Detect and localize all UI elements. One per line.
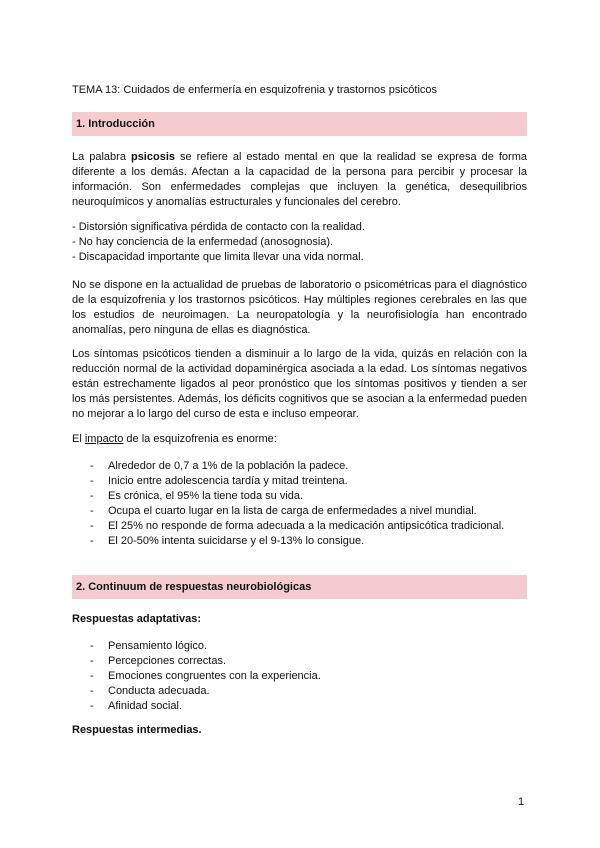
list-item-text: El 25% no responde de forma adecuada a la medicación antipsicótica tradicional. bbox=[108, 520, 505, 532]
section-heading-introduccion: 1. Introducción bbox=[72, 112, 527, 136]
list-marker: - bbox=[90, 700, 94, 712]
list-item-text: El 20-50% intenta suicidarse y el 9-13% lo consigue. bbox=[108, 535, 365, 547]
list-marker: - bbox=[90, 460, 94, 472]
list-item-text: Alrededor de 0,7 a 1% de la población la padece. bbox=[108, 460, 349, 472]
list-item bbox=[90, 504, 527, 519]
section-heading-continuum: 2. Continuum de respuestas neurobiológicas bbox=[72, 575, 527, 599]
list-marker: - bbox=[90, 520, 94, 532]
list-item bbox=[90, 459, 527, 474]
impact-list bbox=[90, 459, 527, 549]
list-marker: - bbox=[90, 655, 94, 667]
list-marker: - bbox=[90, 490, 94, 502]
adaptive-responses-heading: Respuestas adaptativas: bbox=[72, 613, 201, 625]
list-item bbox=[90, 534, 527, 549]
symptoms-paragraph: Los síntomas psicóticos tienden a disminuir a lo largo de la vida, quizás en relación con la reducción normal de la actividad dopaminérgica asociada a la edad. Los síntomas negativos están estrechamente ligados al peor pronóstico que los síntomas positivos y tienden a ser los más persistentes. Además, los déficits cognitivos que se asocian a la enfermedad pueden no mejorar a lo largo del curso de esta e incluso empeorar. bbox=[72, 348, 527, 420]
list-item bbox=[90, 654, 527, 669]
list-item bbox=[90, 699, 527, 714]
list-item-text: Ocupa el cuarto lugar en la lista de carga de enfermedades a nivel mundial. bbox=[108, 505, 477, 517]
adaptive-responses-list bbox=[90, 639, 527, 714]
list-marker: - bbox=[90, 670, 94, 682]
list-item-text: Percepciones correctas. bbox=[108, 655, 226, 667]
intro-text-before: La palabra bbox=[72, 151, 131, 163]
intro-paragraph bbox=[72, 150, 527, 210]
list-item-text: Pensamiento lógico. bbox=[108, 640, 208, 652]
term-psicosis: psicosis bbox=[130, 151, 175, 163]
list-item-text: Inicio entre adolescencia tardía y mitad treintena. bbox=[108, 475, 348, 487]
intro-text-after: se refiere al estado mental en que la realidad se expresa de forma diferente a los demás. Afectan a la capacidad de la persona para percibir y procesar la información. Son enfermedades complejas que incluyen la genética, desequilibrios neuroquímicos y anomalías estructurales y funcionales del cerebro. bbox=[72, 151, 527, 208]
list-marker: - bbox=[90, 685, 94, 697]
diagnosis-paragraph: No se dispone en la actualidad de pruebas de laboratorio o psicométricas para el diagnóstico de la esquizofrenia y los trastornos psicóticos. Hay múltiples regiones cerebrales en las que los estudios de neuroimagen. La neuropatología y la neurofisiología han encontrado anomalías, pero ninguna de ellas es diagnóstica. bbox=[72, 279, 527, 336]
list-marker: - bbox=[90, 475, 94, 487]
list-marker: - bbox=[90, 640, 94, 652]
list-item: - Distorsión significativa pérdida de contacto con la realidad. bbox=[72, 221, 365, 233]
impact-paragraph bbox=[72, 432, 527, 447]
list-item-text: Afinidad social. bbox=[108, 700, 182, 712]
impact-underlined-word: impacto bbox=[84, 433, 124, 445]
impact-text-before: El bbox=[72, 433, 85, 445]
page-number: 1 bbox=[518, 796, 525, 808]
list-marker: - bbox=[90, 505, 94, 517]
list-item-text: Conducta adecuada. bbox=[108, 685, 210, 697]
list-item bbox=[90, 669, 527, 684]
list-item bbox=[90, 474, 527, 489]
list-item bbox=[90, 639, 527, 654]
list-item bbox=[90, 519, 527, 534]
list-item bbox=[90, 489, 527, 504]
list-marker: - bbox=[90, 535, 94, 547]
psychosis-features-list bbox=[72, 220, 527, 265]
document-title: TEMA 13: Cuidados de enfermería en esquizofrenia y trastornos psicóticos bbox=[72, 84, 438, 96]
list-item-text: Emociones congruentes con la experiencia. bbox=[108, 670, 321, 682]
list-item: - No hay conciencia de la enfermedad (anosognosia). bbox=[72, 236, 334, 248]
list-item bbox=[90, 684, 527, 699]
list-item-text: Es crónica, el 95% la tiene toda su vida. bbox=[108, 490, 304, 502]
impact-text-after: de la esquizofrenia es enorme: bbox=[123, 433, 277, 445]
document-page bbox=[72, 0, 527, 848]
intermediate-responses-heading: Respuestas intermedias. bbox=[72, 724, 202, 736]
list-item: - Discapacidad importante que limita llevar una vida normal. bbox=[72, 251, 364, 263]
